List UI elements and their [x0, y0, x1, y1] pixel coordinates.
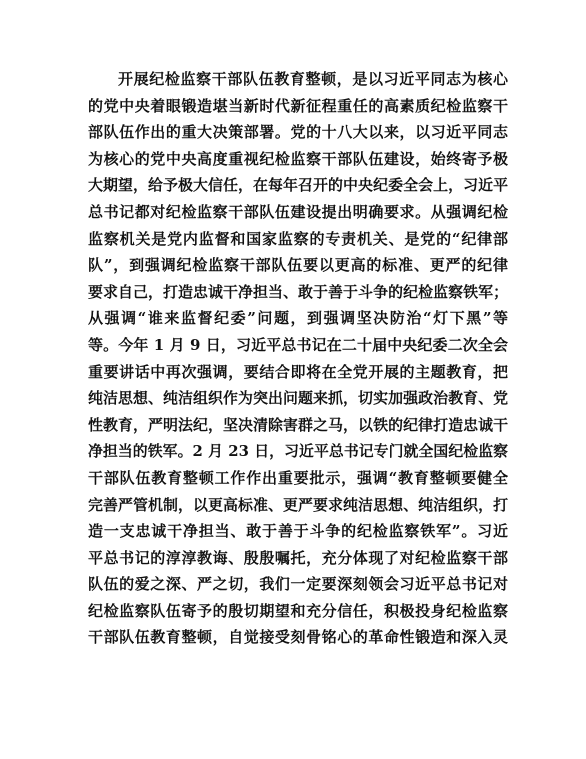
paragraph-line: 平总书记的淳淳教诲、殷殷嘱托，充分体现了对纪检监察干部 [88, 548, 508, 567]
paragraph-line: 性教育，严明法纪，坚决清除害群之马，以铁的纪律打造忠诚干 [88, 415, 508, 434]
paragraph-line: 为核心的党中央高度重视纪检监察干部队伍建设，始终寄予极 [88, 149, 508, 168]
paragraph-line: 部队伍作出的重大决策部署。党的十八大以来，以习近平同志 [88, 123, 508, 142]
paragraph-line: 的党中央着眼锻造堪当新时代新征程重任的高素质纪检监察干 [88, 96, 508, 115]
paragraph-line: 干部队伍教育整顿工作作出重要批示，强调“教育整顿要健全 [88, 468, 508, 487]
paragraph-line: 干部队伍教育整顿，自觉接受刻骨铭心的革命性锻造和深入灵 [88, 628, 508, 647]
paragraph-line: 要求自己，打造忠诚干净担当、敢于善于斗争的纪检监察铁军； [88, 282, 508, 301]
paragraph-line: 完善严管机制，以更高标准、更严要求纯洁思想、纯洁组织，打 [88, 495, 508, 514]
paragraph-line: 净担当的铁军。2 月 23 日，习近平总书记专门就全国纪检监察 [88, 442, 508, 461]
paragraph-line: 开展纪检监察干部队伍教育整顿，是以习近平同志为核心 [118, 70, 508, 88]
paragraph-line: 总书记都对纪检监察干部队伍建设提出明确要求。从强调纪检 [88, 202, 508, 221]
paragraph-line: 纪检监察队伍寄予的殷切期望和充分信任，积极投身纪检监察 [88, 601, 508, 620]
paragraph-line: 从强调“谁来监督纪委”问题，到强调坚决防治“灯下黑”等 [88, 309, 508, 328]
paragraph-line: 造一支忠诚干净担当、敢于善于斗争的纪检监察铁军”。习近 [88, 522, 508, 541]
body-paragraph [88, 66, 508, 651]
paragraph-line: 队”，到强调纪检监察干部队伍要以更高的标准、更严的纪律 [88, 256, 508, 275]
paragraph-line: 大期望，给予极大信任，在每年召开的中央纪委全会上，习近平 [88, 176, 508, 195]
paragraph-line: 等。今年 1 月 9 日，习近平总书记在二十届中央纪委二次全会 [88, 335, 508, 354]
paragraph-line: 监察机关是党内监督和国家监察的专责机关、是党的“纪律部 [88, 229, 508, 248]
paragraph-line: 队伍的爱之深、严之切，我们一定要深刻领会习近平总书记对 [88, 575, 508, 594]
paragraph-line: 重要讲话中再次强调，要结合即将在全党开展的主题教育，把 [88, 362, 508, 381]
paragraph-line: 纯洁思想、纯洁组织作为突出问题来抓，切实加强政治教育、党 [88, 389, 508, 408]
